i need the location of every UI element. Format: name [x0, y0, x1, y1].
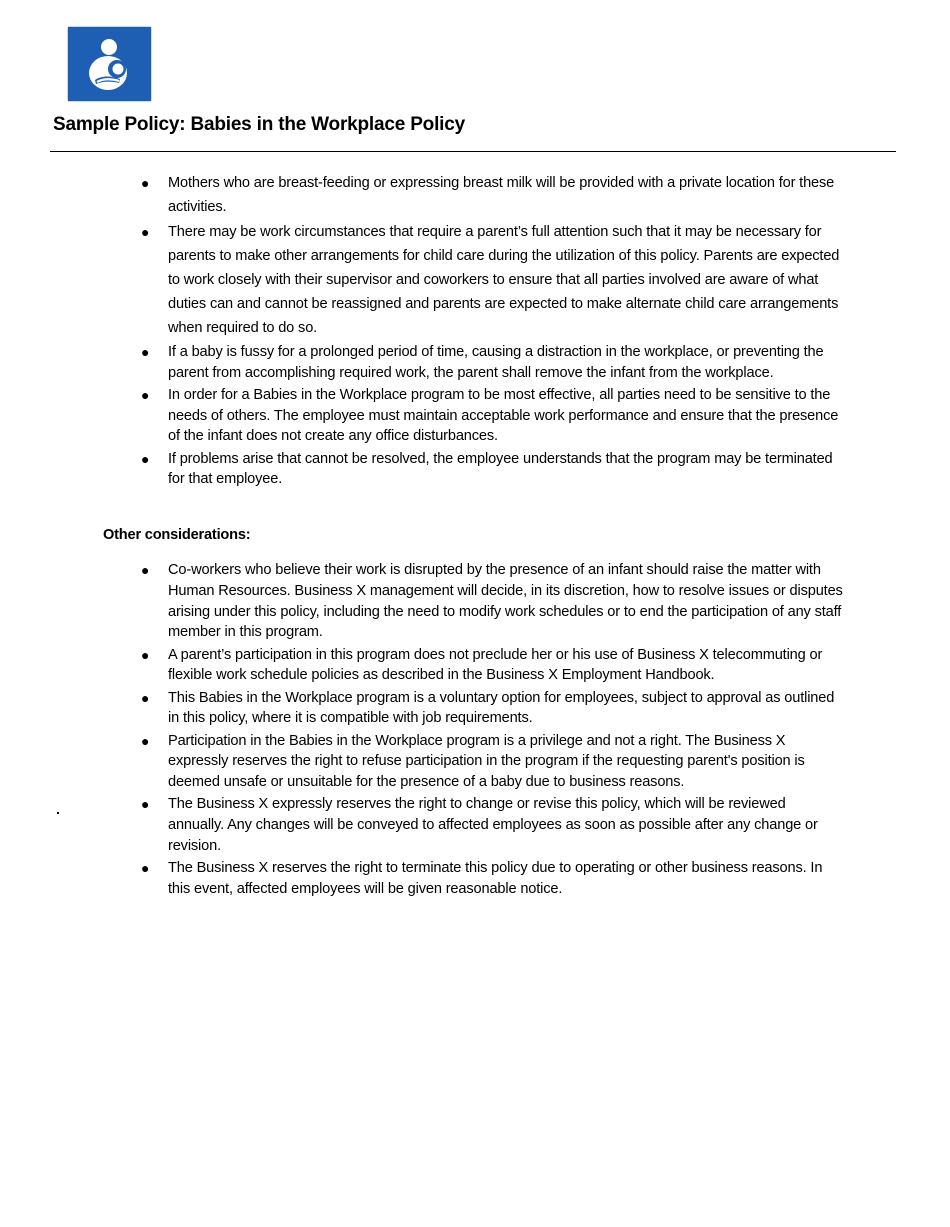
other-considerations-heading: Other considerations:	[103, 527, 251, 543]
bullet-icon: ●	[141, 732, 150, 749]
list-item-text: This Babies in the Workplace program is a voluntary option for employees, subject to approval as outlined in this policy, where it is compatible with job requirements.	[168, 689, 835, 727]
list-item-text: Mothers who are breast-feeding or expressing breast milk will be provided with a private location for these activities.	[168, 175, 835, 215]
list-item	[140, 560, 845, 643]
list-item	[140, 645, 845, 687]
bullet-icon: ●	[141, 343, 150, 360]
list-item-text: The Business X reserves the right to terminate this policy due to operating or other business reasons. In this event, affected employees will be given reasonable notice.	[168, 860, 823, 897]
bullet-icon: ●	[141, 386, 150, 403]
bullet-icon: ●	[141, 646, 150, 663]
bullet-icon: ●	[141, 224, 150, 241]
policy-terms-list	[140, 171, 845, 492]
list-item-text: In order for a Babies in the Workplace program to be most effective, all parties need to be sensitive to the needs of others. The employee must maintain acceptable work performance and ensure that the presence of the infant does not create any office disturbances.	[168, 386, 839, 445]
breastfeeding-symbol-icon	[68, 27, 151, 101]
list-item-text: If problems arise that cannot be resolved, the employee understands that the program may be terminated for that employee.	[168, 450, 833, 488]
list-item-text: A parent’s participation in this program does not preclude her or his use of Business X telecommuting or flexible work schedule policies as described in the Business X Employment Handbook.	[168, 646, 823, 684]
list-item	[140, 688, 845, 730]
list-item-text: There may be work circumstances that require a parent’s full attention such that it may be necessary for parents to make other arrangements for child care during the utilization of this policy. Parents are expected to work closely with their supervisor and coworkers to ensure that all parties involved are aware of what duties can and cannot be reassigned and parents are expected to make alternate child care arrangements when required to do so.	[168, 224, 840, 337]
bullet-icon: ●	[141, 796, 150, 813]
list-item	[140, 385, 845, 447]
bullet-icon: ●	[141, 450, 150, 467]
document-title: Sample Policy: Babies in the Workplace Policy	[53, 114, 465, 135]
list-item	[140, 220, 845, 340]
bullet-icon: ●	[141, 175, 150, 191]
list-item	[140, 794, 845, 856]
bullet-icon: ●	[141, 689, 150, 706]
list-item-text: Co-workers who believe their work is disrupted by the presence of an infant should raise the matter with Human Resources. Business X management will decide, in its discretion, how to resolve issues or disputes arising under this policy, including the need to modify work schedules or to end the participation of any staff member in this program.	[168, 562, 843, 641]
margin-mark	[57, 812, 59, 814]
list-item-text: If a baby is fussy for a prolonged period of time, causing a distraction in the workplace, or preventing the parent from accomplishing required work, the parent shall remove the infant from the workplace.	[168, 343, 824, 381]
list-item-text: The Business X expressly reserves the right to change or revise this policy, which will be reviewed annually. Any changes will be conveyed to affected employees as soon as possible after any change or revision.	[168, 796, 818, 854]
list-item-text: Participation in the Babies in the Workplace program is a privilege and not a right. The Business X expressly reserves the right to refuse participation in the program if the requesting parent's position is deemed unsafe or unsuitable for the presence of a baby due to business reasons.	[168, 732, 805, 791]
bullet-icon: ●	[141, 562, 150, 578]
list-item	[140, 449, 845, 491]
list-item	[140, 731, 845, 793]
title-divider	[50, 151, 896, 152]
list-item	[140, 858, 845, 900]
bullet-icon: ●	[141, 860, 150, 877]
other-considerations-list	[140, 560, 845, 901]
list-item	[140, 342, 845, 384]
list-item	[140, 171, 845, 219]
